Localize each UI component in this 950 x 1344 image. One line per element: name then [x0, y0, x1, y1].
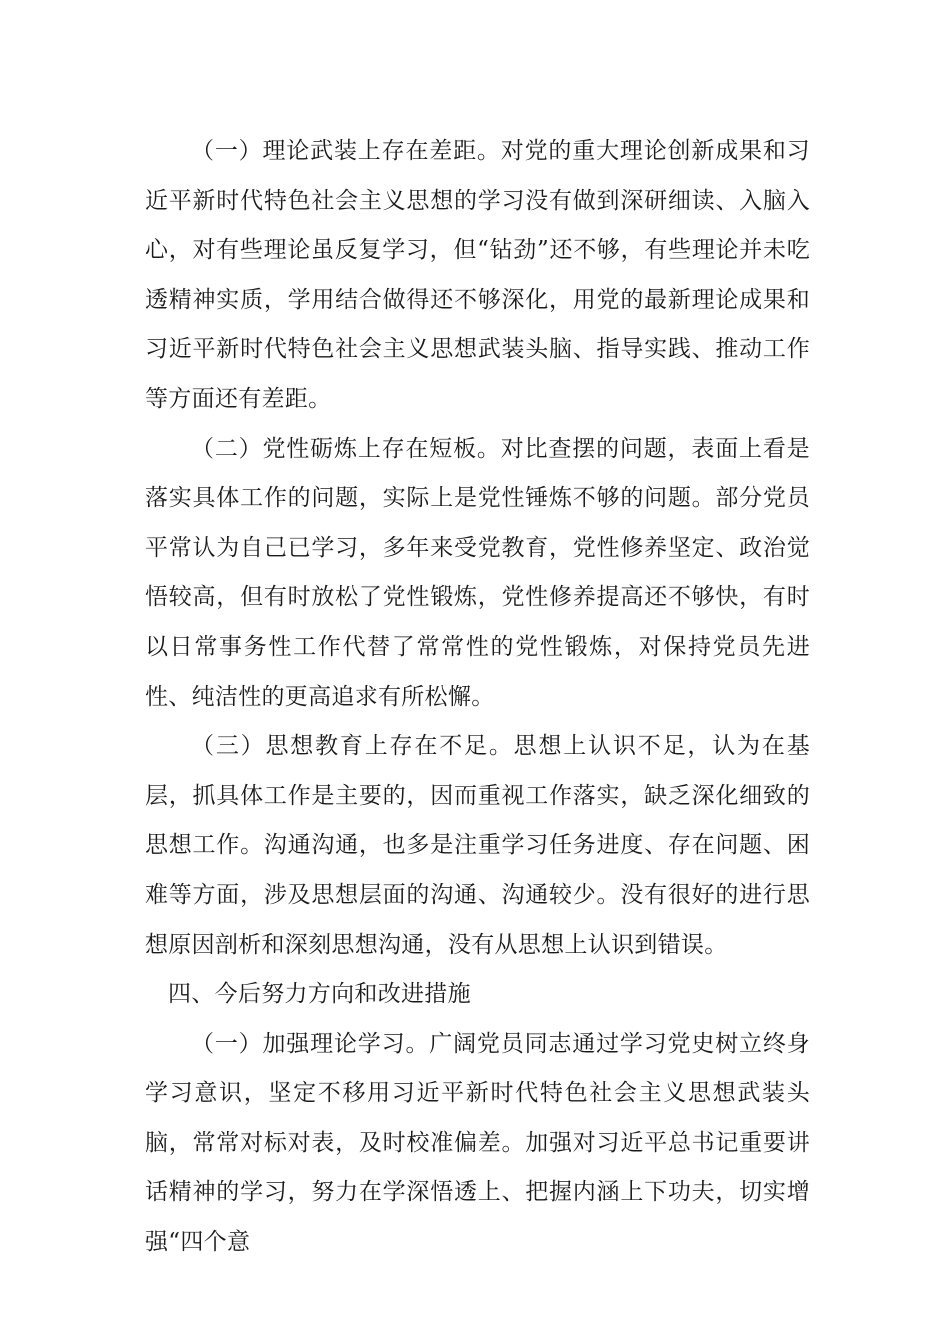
paragraph-strengthen-theory: （一）加强理论学习。广阔党员同志通过学习党史树立终身学习意识，坚定不移用习近平新时代特色社会主义思想武装头脑，常常对标对表，及时校准偏差。加强对习近平总书记重要讲话精神的学习，努力在学深悟透上、把握内涵上下功夫，切实增强“四个意	[145, 1030, 810, 1256]
paragraph-theory-gap: （一）理论武装上存在差距。对党的重大理论创新成果和习近平新时代特色社会主义思想的学习没有做到深研细读、入脑入心，对有些理论虽反复学习，但“钻劲”还不够，有些理论并未吃透精神实质，学用结合做得还不够深化，用党的最新理论成果和习近平新时代特色社会主义思想武装头脑、指导实践、推动工作等方面还有差距。	[145, 138, 810, 412]
paragraph-ideological-education: （三）思想教育上存在不足。思想上认识不足，认为在基层，抓具体工作是主要的，因而重视工作落实，缺乏深化细致的思想工作。沟通沟通，也多是注重学习任务进度、存在问题、困难等方面，涉及思想层面的沟通、沟通较少。没有很好的进行思想原因剖析和深刻思想沟通，没有从思想上认识到错误。	[145, 733, 810, 958]
section-heading: 四、今后努力方向和改进措施	[168, 981, 471, 1008]
paragraph-party-spirit: （二）党性砺炼上存在短板。对比查摆的问题，表面上看是落实具体工作的问题，实际上是党性锤炼不够的问题。部分党员平常认为自己已学习，多年来受党教育，党性修养坚定、政治觉悟较高，但有时放松了党性锻炼，党性修养提高还不够快，有时以日常事务性工作代替了常常性的党性锻炼，对保持党员先进性、纯洁性的更高追求有所松懈。	[145, 435, 810, 710]
document-body	[145, 127, 810, 1268]
